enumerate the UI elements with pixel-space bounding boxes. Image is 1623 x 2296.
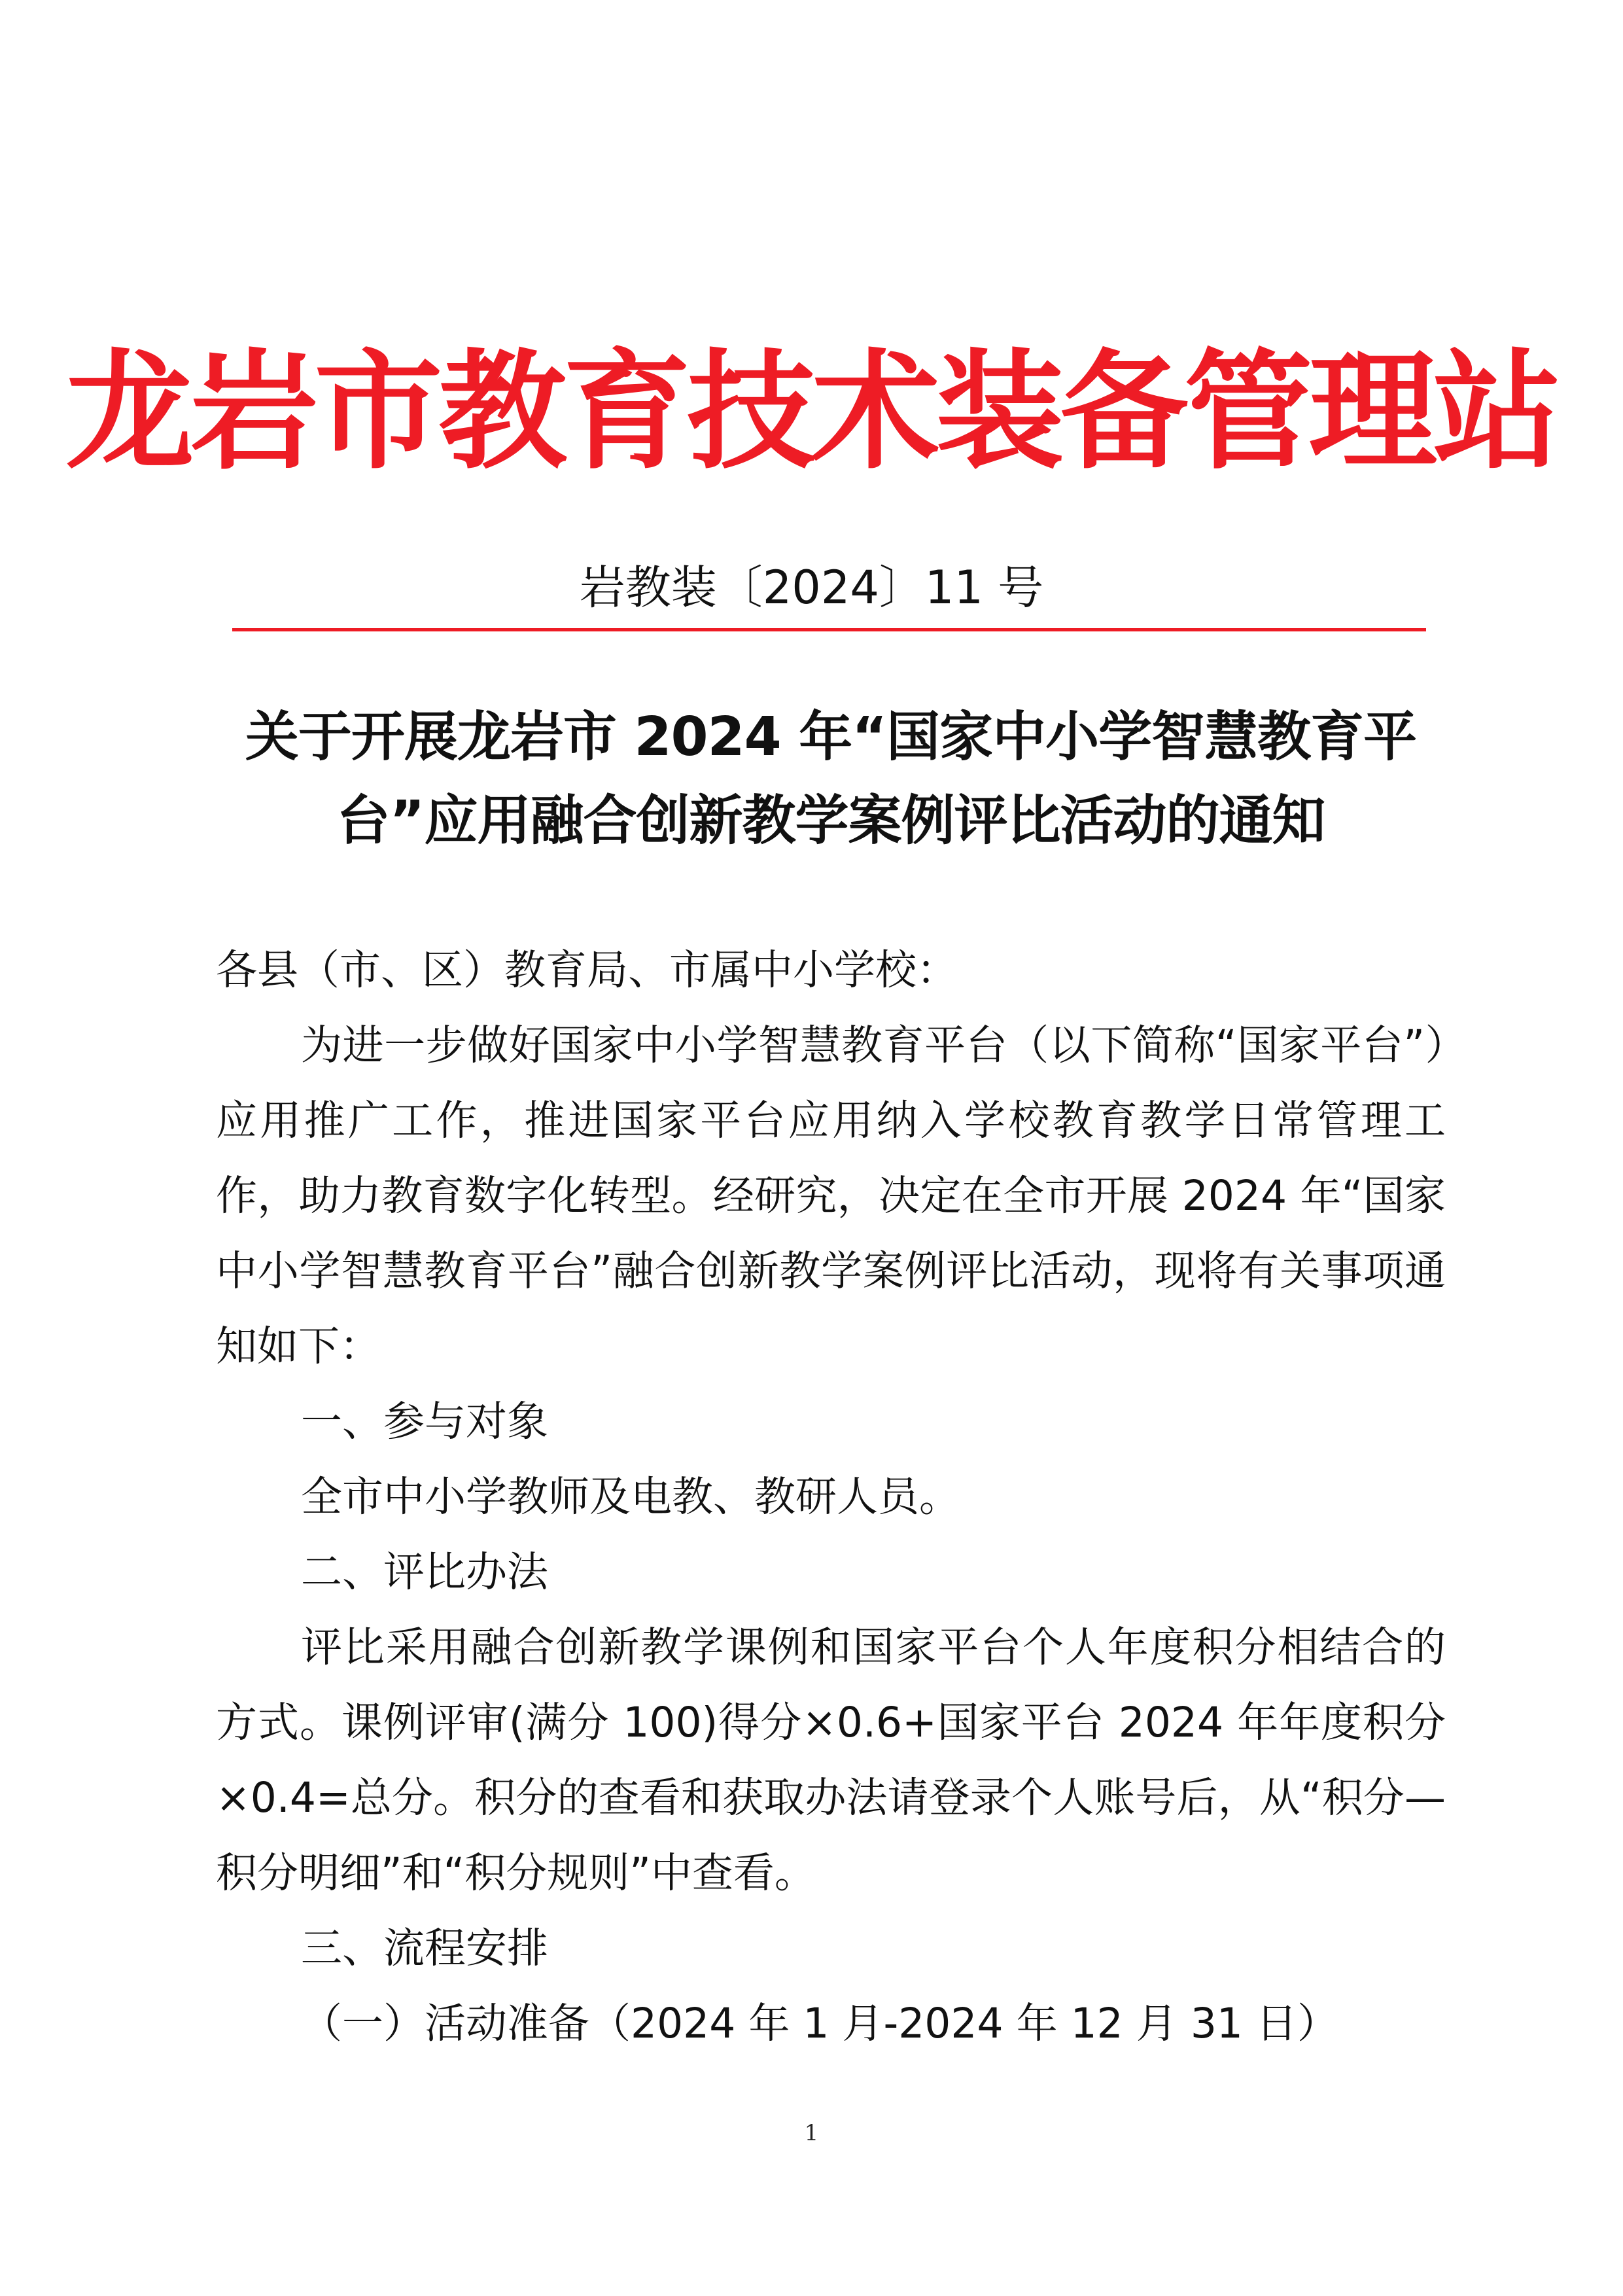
intro-paragraph: 为进一步做好国家中小学智慧教育平台（以下简称“国家平台”）应用推广工作，推进国家平台应用纳入学校教育教学日常管理工作，助力教育数字化转型。经研究，决定在全市开展 2024 年“国家中小学智慧教育平台”融合创新教学案例评比活动，现将有关事项通知如下： [216, 1021, 1446, 1370]
section-heading-participants: 一、参与对象 [301, 1398, 548, 1445]
notice-body [216, 932, 1446, 2061]
schedule-item-preparation: （一）活动准备（2024 年 1 月-2024 年 12 月 31 日） [301, 2000, 1339, 2047]
salutation: 各县（市、区）教育局、市属中小学校： [216, 946, 958, 994]
organization-title: 龙岩市教育技术装备管理站 [65, 338, 1558, 487]
section-text-evaluation: 评比采用融合创新教学课例和国家平台个人年度积分相结合的方式。课例评审(满分 100)得分×0.6+国家平台 2024 年年度积分×0.4=总分。积分的查看和获取办法请登录个人账号后，从“积分—积分明细”和“积分规则”中查看。 [216, 1623, 1446, 1897]
section-heading-evaluation: 二、评比办法 [301, 1548, 548, 1596]
section-text-participants: 全市中小学教师及电教、教研人员。 [301, 1473, 960, 1521]
document-number: 岩教装〔2024〕11 号 [579, 561, 1044, 614]
section-heading-schedule: 三、流程安排 [301, 1924, 548, 1972]
notice-title: 关于开展龙岩市 2024 年“国家中小学智慧教育平台”应用融合创新教学案例评比活动的通知 [245, 706, 1417, 852]
red-divider [232, 628, 1426, 631]
page-number: 1 [804, 2120, 819, 2146]
